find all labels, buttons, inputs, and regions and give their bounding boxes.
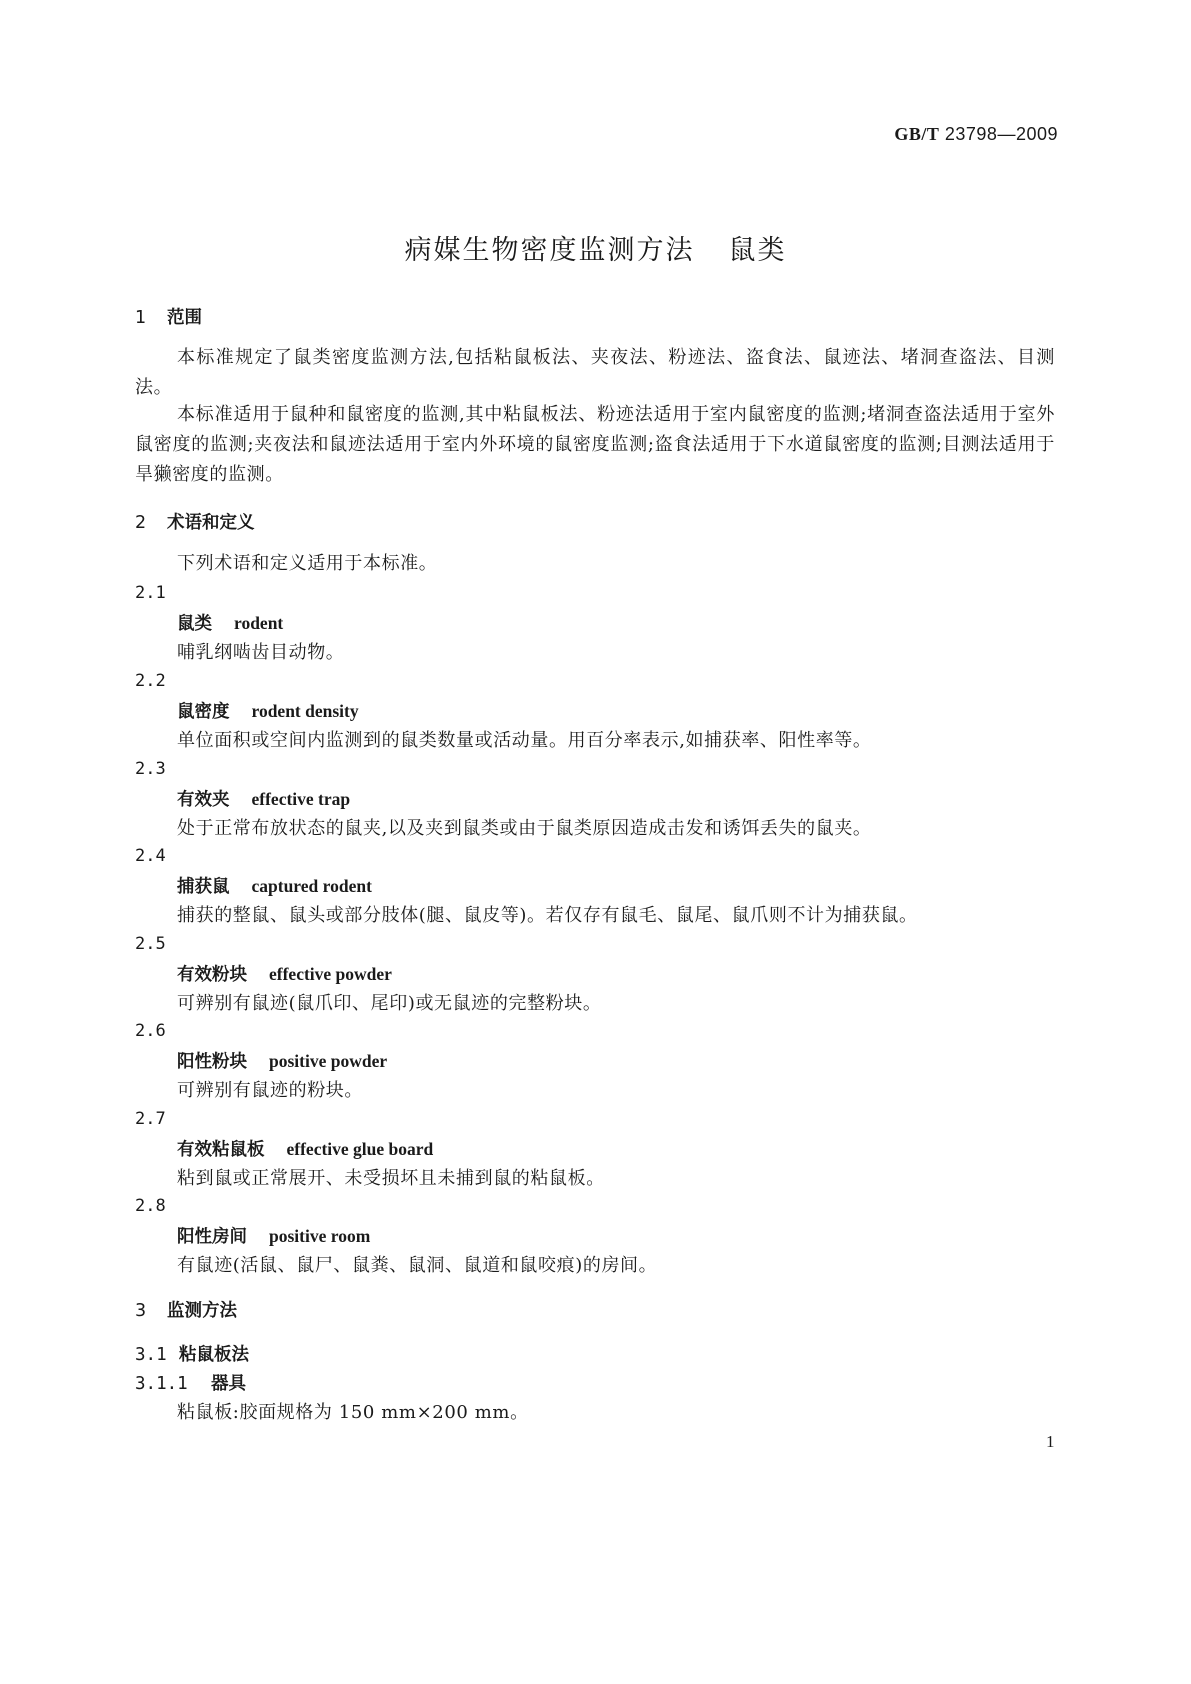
term-en: rodent density — [251, 701, 359, 721]
term-entry — [177, 1223, 370, 1248]
term-entry — [177, 1048, 387, 1073]
term-zh: 有效粘鼠板 — [177, 1140, 265, 1160]
term-definition: 哺乳纲啮齿目动物。 — [177, 642, 345, 663]
title-main: 病媒生物密度监测方法 — [404, 235, 695, 266]
scope-paragraph-2: 本标准适用于鼠种和鼠密度的监测,其中粘鼠板法、粉迹法适用于室内鼠密度的监测;堵洞查盗法适用于室外鼠密度的监测;夹夜法和鼠迹法适用于室内外环境的鼠密度监测;盗食法适用于下水道鼠密度的监测;目测法适用于旱獭密度的监测。 — [135, 404, 1055, 485]
subsection-title: 器具 — [211, 1374, 246, 1394]
clause-number: 2.2 — [135, 671, 166, 691]
term-entry — [177, 610, 283, 635]
document-title — [0, 228, 1191, 267]
section-1-heading — [135, 304, 202, 329]
clause-number: 2.1 — [135, 583, 166, 603]
term-zh: 阳性房间 — [177, 1227, 247, 1247]
term-en: effective trap — [251, 789, 351, 809]
term-zh: 鼠密度 — [177, 702, 230, 722]
clause-number: 2.8 — [135, 1196, 166, 1216]
term-zh: 有效夹 — [177, 790, 230, 810]
term-entry — [177, 786, 350, 811]
subsection-number: 3.1 — [135, 1345, 167, 1365]
term-definition: 捕获的整鼠、鼠头或部分肢体(腿、鼠皮等)。若仅存有鼠毛、鼠尾、鼠爪则不计为捕获鼠。 — [177, 905, 918, 926]
term-en: positive room — [269, 1226, 371, 1246]
clause-number: 2.5 — [135, 934, 166, 954]
clause-number: 2.3 — [135, 759, 166, 779]
term-entry — [177, 1136, 433, 1161]
standard-prefix: GB/T — [894, 124, 940, 144]
term-zh: 有效粉块 — [177, 965, 247, 985]
subsection-title: 粘鼠板法 — [179, 1345, 249, 1365]
terms-intro: 下列术语和定义适用于本标准。 — [177, 553, 438, 574]
section-title: 监测方法 — [167, 1301, 237, 1321]
term-definition: 可辨别有鼠迹的粉块。 — [177, 1080, 363, 1101]
term-zh: 阳性粉块 — [177, 1052, 247, 1072]
term-zh: 鼠类 — [177, 614, 212, 634]
term-definition: 单位面积或空间内监测到的鼠类数量或活动量。用百分率表示,如捕获率、阳性率等。 — [177, 730, 872, 751]
section-title: 术语和定义 — [167, 513, 255, 533]
section-number: 3 — [135, 1301, 147, 1321]
page-number: 1 — [1046, 1432, 1055, 1451]
section-title: 范围 — [167, 308, 202, 328]
term-entry — [177, 698, 359, 723]
term-definition: 有鼠迹(活鼠、鼠尸、鼠粪、鼠洞、鼠道和鼠咬痕)的房间。 — [177, 1255, 658, 1276]
subsection-3-1-1-heading — [135, 1370, 246, 1395]
term-en: positive powder — [269, 1051, 388, 1071]
standard-number — [894, 124, 1058, 145]
term-entry — [177, 873, 372, 898]
clause-number: 2.7 — [135, 1109, 166, 1129]
term-definition: 粘到鼠或正常展开、未受损坏且未捕到鼠的粘鼠板。 — [177, 1168, 605, 1189]
apparatus-text: 粘鼠板:胶面规格为 150 mm×200 mm。 — [177, 1402, 529, 1423]
term-entry — [177, 961, 392, 986]
clause-number: 2.4 — [135, 846, 166, 866]
term-en: effective powder — [269, 964, 392, 984]
title-sub: 鼠类 — [728, 235, 787, 266]
subsection-3-1-heading — [135, 1341, 249, 1366]
term-definition: 处于正常布放状态的鼠夹,以及夹到鼠类或由于鼠类原因造成击发和诱饵丢失的鼠夹。 — [177, 818, 872, 839]
term-zh: 捕获鼠 — [177, 877, 230, 897]
scope-paragraph-1: 本标准规定了鼠类密度监测方法,包括粘鼠板法、夹夜法、粉迹法、盗食法、鼠迹法、堵洞查盗法、目测法。 — [135, 347, 1055, 398]
section-number: 1 — [135, 308, 147, 328]
subsection-number: 3.1.1 — [135, 1374, 188, 1394]
term-en: effective glue board — [286, 1139, 434, 1159]
term-en: captured rodent — [251, 876, 372, 896]
section-2-heading — [135, 509, 255, 534]
clause-number: 2.6 — [135, 1021, 166, 1041]
section-3-heading — [135, 1297, 237, 1322]
section-number: 2 — [135, 513, 147, 533]
term-en: rodent — [234, 613, 284, 633]
standard-code: 23798—2009 — [944, 124, 1058, 144]
term-definition: 可辨别有鼠迹(鼠爪印、尾印)或无鼠迹的完整粉块。 — [177, 993, 602, 1014]
